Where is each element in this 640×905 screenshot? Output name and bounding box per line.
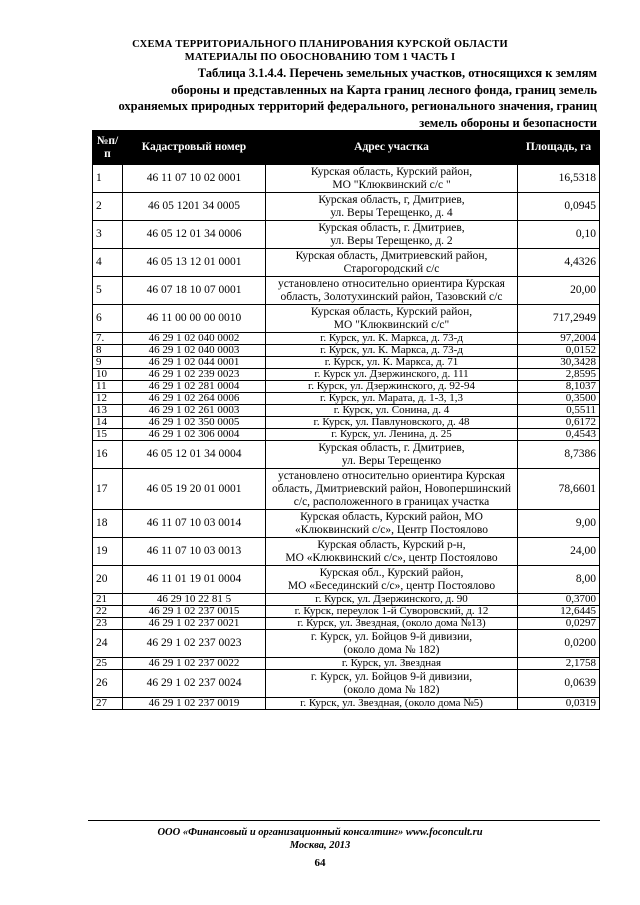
header-title: СХЕМА ТЕРРИТОРИАЛЬНОГО ПЛАНИРОВАНИЯ КУРСКОЙ ОБЛАСТИ	[132, 39, 508, 50]
cell-address: г. Курск, ул. Марата, д. 1-3, 1,3	[266, 393, 518, 405]
table-row	[93, 417, 600, 429]
cell-address	[266, 538, 518, 566]
land-plots-table	[92, 130, 600, 710]
cell-cadastral: 46 05 1201 34 0005	[123, 193, 266, 221]
cell-num: 6	[93, 305, 123, 333]
cell-num: 23	[93, 618, 123, 630]
cell-cadastral: 46 29 10 22 81 5	[123, 594, 266, 606]
cell-cadastral: 46 11 01 19 01 0004	[123, 566, 266, 594]
cell-num: 27	[93, 698, 123, 710]
cell-area: 2,1758	[518, 658, 600, 670]
cell-cadastral: 46 29 1 02 044 0001	[123, 357, 266, 369]
cell-area: 0,0945	[518, 193, 600, 221]
cell-address: г. Курск, ул. Звездная	[266, 658, 518, 670]
header-subtitle: МАТЕРИАЛЫ ПО ОБОСНОВАНИЮ ТОМ 1 ЧАСТЬ I	[184, 52, 456, 63]
cell-area: 16,5318	[518, 165, 600, 193]
address-line: Курская область, Курский район,	[310, 305, 473, 318]
table-row	[93, 618, 600, 630]
cell-address	[266, 305, 518, 333]
table-row	[93, 630, 600, 658]
cell-num: 3	[93, 221, 123, 249]
cell-num: 9	[93, 357, 123, 369]
cell-num: 21	[93, 594, 123, 606]
cell-area: 97,2004	[518, 333, 600, 345]
cell-num: 14	[93, 417, 123, 429]
cell-area: 0,0152	[518, 345, 600, 357]
cell-address: г. Курск ул. Дзержинского, д. 111	[266, 369, 518, 381]
address-line: Курская область, Курский район,	[310, 165, 473, 178]
cell-num: 7.	[93, 333, 123, 345]
address-line: ул. Веры Терещенко	[341, 454, 442, 467]
cell-cadastral: 46 05 12 01 34 0006	[123, 221, 266, 249]
footer-city: Москва, 2013	[289, 840, 351, 851]
cell-area: 0,3700	[518, 594, 600, 606]
table-row	[93, 369, 600, 381]
cell-address	[266, 469, 518, 510]
table-row	[93, 469, 600, 510]
cell-num: 10	[93, 369, 123, 381]
cell-cadastral: 46 29 1 02 261 0003	[123, 405, 266, 417]
address-line: (около дома № 182)	[343, 683, 440, 696]
cell-address: г. Курск, ул. Павлуновского, д. 48	[266, 417, 518, 429]
table-row	[93, 441, 600, 469]
cell-address: г. Курск, переулок 1-й Суворовский, д. 12	[266, 606, 518, 618]
document-header	[0, 38, 640, 64]
table-row	[93, 345, 600, 357]
table-row	[93, 393, 600, 405]
table-row	[93, 333, 600, 345]
column-header-address: Адрес участка	[266, 131, 518, 165]
address-line: Курская область, г, Дмитриев,	[318, 193, 465, 206]
address-line: МО «Бесединский с/с», центр Постоялово	[287, 579, 496, 592]
cell-num: 25	[93, 658, 123, 670]
table-row	[93, 221, 600, 249]
page-footer	[0, 826, 640, 852]
address-line: МО "Клюквинский с/с"	[333, 318, 450, 331]
cell-area: 12,6445	[518, 606, 600, 618]
cell-address	[266, 441, 518, 469]
cell-address: г. Курск, ул. Ленина, д. 25	[266, 429, 518, 441]
table-row	[93, 357, 600, 369]
address-line: ул. Веры Терещенко, д. 4	[330, 206, 453, 219]
cell-address: г. Курск, ул. Звездная, (около дома №5)	[266, 698, 518, 710]
address-line: ул. Веры Терещенко, д. 2	[330, 234, 453, 247]
footer-divider	[88, 820, 600, 821]
cell-cadastral: 46 29 1 02 237 0019	[123, 698, 266, 710]
cell-num: 11	[93, 381, 123, 393]
table-row	[93, 670, 600, 698]
cell-area: 4,4326	[518, 249, 600, 277]
cell-address	[266, 670, 518, 698]
cell-num: 8	[93, 345, 123, 357]
address-line: Курская область, Курский район, МО	[300, 510, 483, 523]
cell-cadastral: 46 11 07 10 03 0014	[123, 510, 266, 538]
address-line: Старогородский с/с	[343, 262, 440, 275]
cell-num: 24	[93, 630, 123, 658]
cell-area: 8,1037	[518, 381, 600, 393]
table-row	[93, 405, 600, 417]
cell-area: 0,3500	[518, 393, 600, 405]
cell-address	[266, 277, 518, 305]
table-row	[93, 277, 600, 305]
cell-num: 15	[93, 429, 123, 441]
table-row	[93, 510, 600, 538]
address-line: установлено относительно ориентира Курская	[278, 277, 505, 290]
address-line: г. Курск, ул. Бойцов 9-й дивизии,	[310, 670, 473, 683]
cell-address	[266, 249, 518, 277]
table-row	[93, 165, 600, 193]
caption-line: Таблица 3.1.4.4. Перечень земельных участков, относящихся к землям	[197, 66, 597, 80]
cell-area: 0,10	[518, 221, 600, 249]
cell-num: 2	[93, 193, 123, 221]
cell-num: 12	[93, 393, 123, 405]
cell-cadastral: 46 29 1 02 350 0005	[123, 417, 266, 429]
cell-cadastral: 46 29 1 02 040 0002	[123, 333, 266, 345]
cell-cadastral: 46 29 1 02 281 0004	[123, 381, 266, 393]
cell-address: г. Курск, ул. К. Маркса, д. 73-д	[266, 333, 518, 345]
cell-area: 0,0319	[518, 698, 600, 710]
caption-line: охраняемых природных территорий федерального, регионального значения, границ	[118, 99, 597, 113]
address-line: Курская область, Дмитриевский район,	[295, 249, 488, 262]
cell-num: 17	[93, 469, 123, 510]
address-line: область, Золотухинский район, Тазовский с/с	[280, 290, 503, 303]
cell-address: г. Курск, ул. Сонина, д. 4	[266, 405, 518, 417]
table-row	[93, 698, 600, 710]
cell-cadastral: 46 29 1 02 306 0004	[123, 429, 266, 441]
cell-cadastral: 46 29 1 02 237 0023	[123, 630, 266, 658]
cell-address	[266, 630, 518, 658]
table-row	[93, 305, 600, 333]
address-line: Курская область, г. Дмитриев,	[318, 441, 465, 454]
cell-area: 0,5511	[518, 405, 600, 417]
table-caption	[100, 65, 597, 131]
address-line: МО "Клюквинский с/с "	[332, 178, 451, 191]
cell-area: 0,0639	[518, 670, 600, 698]
cell-address	[266, 510, 518, 538]
cell-address: г. Курск, ул. Дзержинского, д. 92-94	[266, 381, 518, 393]
cell-area: 717,2949	[518, 305, 600, 333]
table-row	[93, 606, 600, 618]
cell-address	[266, 165, 518, 193]
cell-area: 30,3428	[518, 357, 600, 369]
cell-cadastral: 46 07 18 10 07 0001	[123, 277, 266, 305]
table-row	[93, 594, 600, 606]
column-header-cadastral: Кадастровый номер	[123, 131, 266, 165]
cell-area: 0,0297	[518, 618, 600, 630]
address-line: МО «Клюквинский с/с», центр Постоялово	[285, 551, 498, 564]
address-line: (около дома № 182)	[343, 643, 440, 656]
cell-area: 0,0200	[518, 630, 600, 658]
cell-num: 1	[93, 165, 123, 193]
cell-cadastral: 46 05 19 20 01 0001	[123, 469, 266, 510]
table-row	[93, 381, 600, 393]
cell-cadastral: 46 29 1 02 239 0023	[123, 369, 266, 381]
table-row	[93, 193, 600, 221]
cell-area: 24,00	[518, 538, 600, 566]
page-number: 64	[314, 857, 326, 869]
cell-area: 78,6601	[518, 469, 600, 510]
table-row	[93, 658, 600, 670]
address-line: Курская обл., Курский район,	[319, 566, 464, 579]
cell-cadastral: 46 11 07 10 02 0001	[123, 165, 266, 193]
cell-cadastral: 46 29 1 02 237 0015	[123, 606, 266, 618]
cell-area: 8,7386	[518, 441, 600, 469]
caption-line: земель обороны и безопасности	[419, 115, 597, 130]
cell-area: 2,8595	[518, 369, 600, 381]
cell-address: г. Курск, ул. Дзержинского, д. 90	[266, 594, 518, 606]
address-line: установлено относительно ориентира Курская	[278, 469, 505, 482]
cell-area: 20,00	[518, 277, 600, 305]
table-row	[93, 429, 600, 441]
caption-line: обороны и представленных на Карта границ лесного фонда, границ земель	[171, 82, 597, 97]
cell-cadastral: 46 05 13 12 01 0001	[123, 249, 266, 277]
cell-address	[266, 221, 518, 249]
cell-cadastral: 46 29 1 02 264 0006	[123, 393, 266, 405]
table-header-row	[93, 131, 600, 165]
cell-num: 16	[93, 441, 123, 469]
address-line: Курская область, г. Дмитриев,	[318, 221, 465, 234]
cell-cadastral: 46 29 1 02 237 0021	[123, 618, 266, 630]
cell-num: 20	[93, 566, 123, 594]
cell-area: 0,6172	[518, 417, 600, 429]
cell-cadastral: 46 29 1 02 040 0003	[123, 345, 266, 357]
column-header-num: №п/п	[93, 131, 123, 165]
cell-cadastral: 46 11 00 00 00 0010	[123, 305, 266, 333]
cell-num: 18	[93, 510, 123, 538]
cell-area: 0,4543	[518, 429, 600, 441]
address-line: «Клюквинский с/с», Центр Постоялово	[295, 523, 488, 536]
address-line: с/с, расположенного в границах участка	[293, 495, 490, 508]
address-line: г. Курск, ул. Бойцов 9-й дивизии,	[310, 630, 473, 643]
cell-address: г. Курск, ул. Звездная, (около дома №13)	[266, 618, 518, 630]
cell-area: 8,00	[518, 566, 600, 594]
address-line: Курская область, Курский р-н,	[317, 538, 466, 551]
cell-address	[266, 566, 518, 594]
cell-address: г. Курск, ул. К. Маркса, д. 73-д	[266, 345, 518, 357]
cell-address: г. Курск, ул. К. Маркса, д. 71	[266, 357, 518, 369]
cell-address	[266, 193, 518, 221]
cell-cadastral: 46 29 1 02 237 0024	[123, 670, 266, 698]
cell-num: 19	[93, 538, 123, 566]
cell-area: 9,00	[518, 510, 600, 538]
cell-cadastral: 46 29 1 02 237 0022	[123, 658, 266, 670]
footer-company: ООО «Финансовый и организационный консалтинг» www.foconcult.ru	[157, 827, 483, 838]
cell-num: 4	[93, 249, 123, 277]
table-row	[93, 566, 600, 594]
cell-num: 13	[93, 405, 123, 417]
column-header-area: Площадь, га	[518, 131, 600, 165]
table-row	[93, 538, 600, 566]
cell-num: 26	[93, 670, 123, 698]
cell-num: 5	[93, 277, 123, 305]
cell-num: 22	[93, 606, 123, 618]
address-line: область, Дмитриевский район, Новопершинский	[272, 482, 511, 495]
table-row	[93, 249, 600, 277]
cell-cadastral: 46 05 12 01 34 0004	[123, 441, 266, 469]
cell-cadastral: 46 11 07 10 03 0013	[123, 538, 266, 566]
